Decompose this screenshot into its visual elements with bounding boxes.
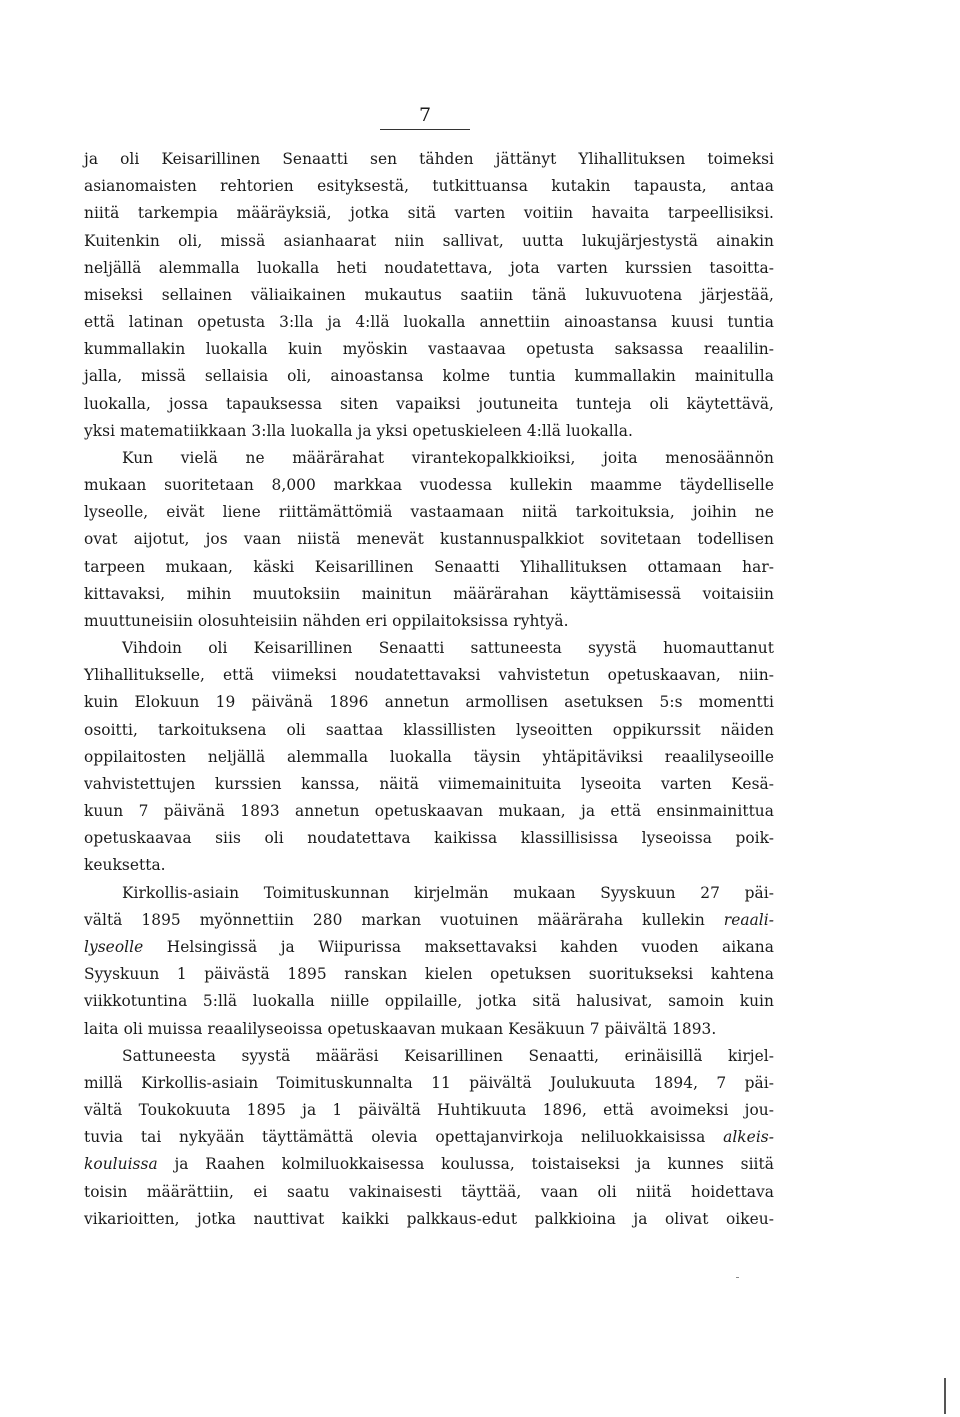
text-line	[84, 472, 774, 499]
line-text: osoitti, tarkoituksena oli saattaa klassillisten lyseoitten oppikurssit näiden	[84, 720, 774, 739]
line-text: neljällä alemmalla luokalla heti noudatettava, jota varten kurssien tasoitta-	[84, 258, 774, 277]
page-number: 7	[380, 104, 470, 130]
line-text: laita oli muissa reaalilyseoissa opetuskaavan mukaan Kesäkuun 7 päivältä 1893.	[84, 1019, 717, 1038]
text-line	[84, 744, 774, 771]
text-line	[84, 907, 774, 934]
text-line	[84, 662, 774, 689]
text-line	[84, 418, 774, 445]
line-text: ja Raahen kolmiluokkaisessa koulussa, toistaiseksi ja kunnes siitä	[157, 1155, 774, 1174]
line-text: vikarioitten, jotka nauttivat kaikki palkkaus-edut palkkioina ja olivat oikeu-	[84, 1209, 774, 1228]
line-text: opetuskaavaa siis oli noudatettava kaikissa klassillisissa lyseoissa poik-	[84, 829, 774, 848]
text-line	[84, 635, 774, 662]
line-text: niitä tarkempia määräyksiä, jotka sitä varten voitiin havaita tarpeellisiksi.	[84, 204, 774, 223]
body-text	[84, 146, 774, 1233]
text-line	[84, 1097, 774, 1124]
line-text: viikkotuntina 5:llä luokalla niille oppilaille, jotka sitä halusivat, samoin kuin	[84, 992, 774, 1011]
line-text: muuttuneisiin olosuhteisiin nähden eri oppilaitoksissa ryhtyä.	[84, 611, 569, 630]
line-text: yksi matematiikkaan 3:lla luokalla ja yksi opetuskieleen 4:llä luokalla.	[84, 421, 633, 440]
text-line	[84, 173, 774, 200]
line-text: lyseolle, eivät liene riittämättömiä vastaamaan niitä tarkoituksia, joihin ne	[84, 503, 774, 522]
line-text: jalla, missä sellaisia oli, ainoastansa kolme tuntia kummallakin mainitulla	[84, 367, 774, 386]
text-line	[84, 961, 774, 988]
text-line	[84, 798, 774, 825]
text-line	[84, 445, 774, 472]
line-text: oppilaitosten neljällä alemmalla luokalla täysin yhtäpitäviksi reaalilyseoille	[84, 747, 774, 766]
text-line	[84, 880, 774, 907]
text-line	[84, 499, 774, 526]
line-text: tuvia tai nykyään täyttämättä olevia opettajanvirkoja neliluokkaisissa	[84, 1128, 724, 1147]
line-text: vahvistettujen kurssien kanssa, näitä viimemainituita lyseoita varten Kesä-	[84, 774, 774, 793]
line-text: Sattuneesta syystä määräsi Keisarillinen Senaatti, erinäisillä kirjel-	[122, 1046, 774, 1065]
line-text: kuun 7 päivänä 1893 annetun opetuskaavan mukaan, ja että ensinmainittua	[84, 802, 774, 821]
italic-text: reaali-	[723, 910, 774, 929]
line-text: Helsingissä ja Wiipurissa maksettavaksi kahden vuoden aikana	[143, 937, 774, 956]
text-line	[84, 1124, 774, 1151]
italic-text: lyseolle	[84, 937, 144, 956]
line-text: luokalla, jossa tapauksessa siten vapaiksi joutuneita tunteja oli käytettävä,	[84, 394, 774, 413]
line-text: millä Kirkollis-asiain Toimituskunnalta 11 päivältä Joulukuuta 1894, 7 päi-	[84, 1073, 774, 1092]
scan-mark	[736, 1277, 739, 1278]
line-text: vältä 1895 myönnettiin 280 markan vuotuinen määräraha kullekin	[84, 910, 724, 929]
text-line	[84, 228, 774, 255]
text-line	[84, 309, 774, 336]
line-text: ja oli Keisarillinen Senaatti sen tähden jättänyt Ylihallituksen toimeksi	[84, 150, 774, 168]
text-line	[84, 363, 774, 390]
line-text: Vihdoin oli Keisarillinen Senaatti sattuneesta syystä huomauttanut	[122, 639, 774, 658]
line-text: kuin Elokuun 19 päivänä 1896 annetun armollisen asetuksen 5:s momentti	[84, 693, 774, 712]
text-line	[84, 825, 774, 852]
line-text: mukaan suoritetaan 8,000 markkaa vuodessa kullekin maamme täydelliselle	[84, 476, 774, 495]
text-line	[84, 934, 774, 961]
text-line	[84, 255, 774, 282]
line-text: tarpeen mukaan, käski Keisarillinen Senaatti Ylihallituksen ottamaan har-	[84, 557, 774, 576]
text-line	[84, 1179, 774, 1206]
text-line	[84, 1206, 774, 1233]
text-line	[84, 1151, 774, 1178]
line-text: Syyskuun 1 päivästä 1895 ranskan kielen opetuksen suoritukseksi kahtena	[84, 965, 774, 984]
text-line	[84, 771, 774, 798]
text-line	[84, 554, 774, 581]
text-line	[84, 200, 774, 227]
italic-text: kouluissa	[84, 1155, 158, 1174]
line-text: Kun vielä ne määrärahat virantekopalkkioiksi, joita menosäännön	[122, 448, 774, 467]
text-line	[84, 282, 774, 309]
text-line	[84, 1043, 774, 1070]
text-line	[84, 1070, 774, 1097]
line-text: keuksetta.	[84, 856, 166, 875]
text-line	[84, 336, 774, 363]
line-text: että latinan opetusta 3:lla ja 4:llä luokalla annettiin ainoastansa kuusi tuntia	[84, 313, 774, 332]
text-line	[84, 526, 774, 553]
line-text: kummallakin luokalla kuin myöskin vastaavaa opetusta saksassa reaalilin-	[84, 340, 774, 359]
line-text: asianomaisten rehtorien esityksestä, tutkittuansa kutakin tapausta, antaa	[84, 177, 774, 196]
line-text: Ylihallitukselle, että viimeksi noudatettavaksi vahvistetun opetuskaavan, niin-	[84, 666, 774, 685]
line-text: ovat aijotut, jos vaan niistä menevät kustannuspalkkiot sovitetaan todellisen	[84, 530, 774, 549]
line-text: Kirkollis-asiain Toimituskunnan kirjelmän mukaan Syyskuun 27 päi-	[122, 883, 774, 902]
text-line	[84, 608, 774, 635]
italic-text: alkeis-	[723, 1128, 774, 1147]
line-text: miseksi sellainen väliaikainen mukautus saatiin tänä lukuvuotena järjestää,	[84, 285, 774, 304]
line-text: toisin määrättiin, ei saatu vakinaisesti täyttää, vaan oli niitä hoidettava	[84, 1182, 774, 1201]
text-line	[84, 581, 774, 608]
text-line	[84, 146, 774, 173]
line-text: Kuitenkin oli, missä asianhaarat niin sallivat, uutta lukujärjestystä ainakin	[84, 231, 774, 250]
line-text: vältä Toukokuuta 1895 ja 1 päivältä Huhtikuuta 1896, että avoimeksi jou-	[84, 1101, 774, 1120]
text-line	[84, 852, 774, 879]
text-line	[84, 988, 774, 1015]
line-text: kittavaksi, mihin muutoksiin mainitun määrärahan käyttämisessä voitaisiin	[84, 584, 774, 603]
text-line	[84, 717, 774, 744]
text-line	[84, 391, 774, 418]
text-line	[84, 1016, 774, 1043]
scan-mark	[944, 1378, 946, 1414]
text-line	[84, 689, 774, 716]
